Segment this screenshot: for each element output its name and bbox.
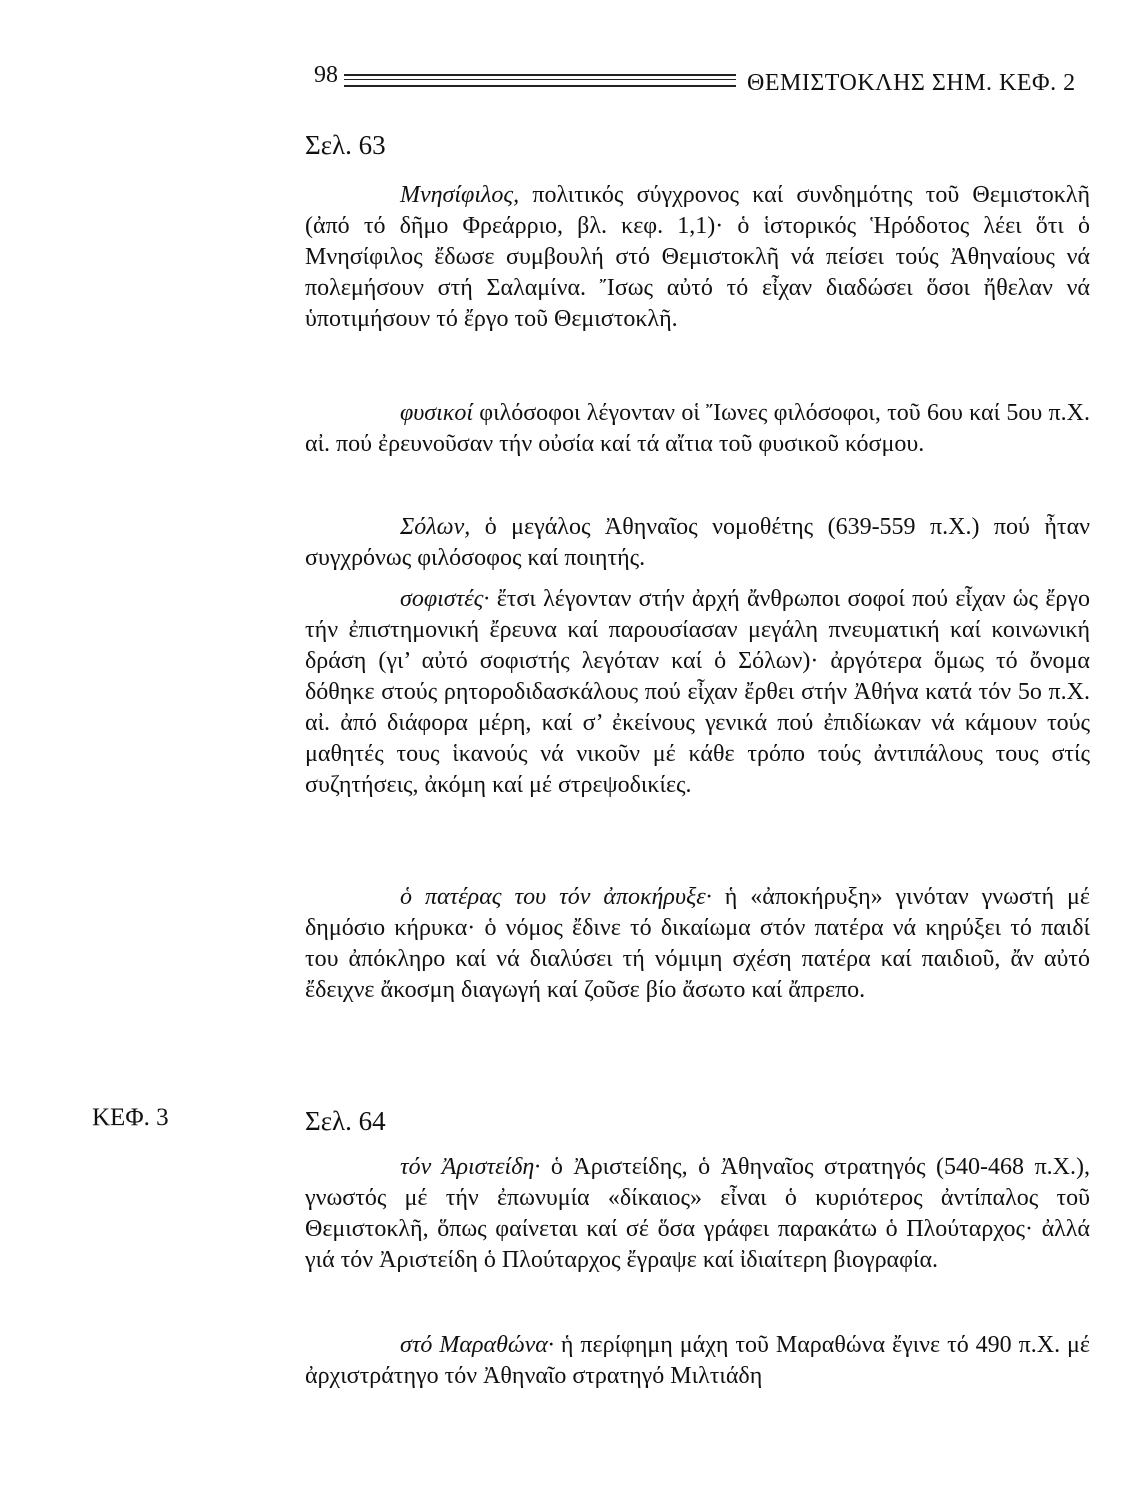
note-term: ὁ πατέρας του τόν ἀποκήρυξε· — [400, 884, 712, 910]
note-term: Μνησίφιλος, — [400, 182, 520, 208]
note-mnesiphilos — [305, 180, 1090, 335]
note-term: φυσικοί — [400, 400, 473, 426]
note-text: ὁ Ἀριστείδης, ὁ Ἀθηναῖος στρατηγός (540-468 π.Χ.), γνωστός μέ τήν ἐπωνυμία «δίκαιος» εἶναι ὁ κυριότερος ἀντίπαλος τοῦ Θεμιστοκλῆ, ὅπως φαίνεται καί σέ ὅσα γράφει παρακάτω ὁ Πλούταρχος· ἀλλά γιά τόν Ἀριστείδη ὁ Πλούταρχος ἔγραψε καί ἰδιαίτερη βιογραφία. — [305, 1154, 1091, 1273]
note-term: σοφιστές· — [400, 586, 490, 612]
note-aristeides — [305, 1152, 1090, 1276]
note-apokeryxe — [305, 882, 1090, 1006]
note-solon — [305, 512, 1090, 574]
running-title: ΘΕΜΙΣΤΟΚΛΗΣ ΣΗΜ. ΚΕΦ. 2 — [747, 70, 1076, 96]
page-header — [300, 62, 1100, 102]
note-text: ἔτσι λέγονταν στήν ἀρχή ἄνθρωποι σοφοί πού εἶχαν ὡς ἔργο τήν ἐπιστημονική ἔρευνα καί παρουσίασαν μεγάλη πνευματική καί κοινωνική δράση (γι’ αὐτό σοφιστής λεγόταν καί ὁ Σόλων)· ἀργότερα ὅμως τό ὄνομα δόθηκε στούς ρητοροδιδασκάλους πού εἶχαν ἔρθει στήν Ἀθήνα κατά τόν 5ο π.Χ. αἰ. ἀπό διάφορα μέρη, καί σ’ ἐκείνους γενικά πού ἐπιδίωκαν νά κάμουν τούς μαθητές τους ἱκανούς νά νικοῦν μέ κάθε τρόπο τούς ἀντιπάλους τους στίς συζητήσεις, ἀκόμη καί μέ στρεψοδικίες. — [305, 586, 1090, 798]
note-physikoi — [305, 398, 1090, 460]
note-term: τόν Ἀριστείδη· — [400, 1154, 541, 1180]
note-text: ἡ «ἀποκήρυξη» γινόταν γνωστή μέ δημόσιο κήρυκα· ὁ νόμος ἔδινε τό δικαίωμα στόν πατέρα νά κηρύξει τό παιδί του ἀπόκληρο καί νά διαλύσει τή νόμιμη σχέση πατέρα καί παιδιοῦ, ἄν αὐτό ἔδειχνε ἄκοσμη διαγωγή καί ζοῦσε βίο ἄσωτο καί ἄπρεπο. — [305, 884, 1090, 1003]
page-number: 98 — [314, 62, 338, 88]
note-sophistes — [305, 584, 1090, 801]
note-text: φιλόσοφοι λέγονταν οἱ Ἴωνες φιλόσοφοι, τοῦ 6ου καί 5ου π.Χ. αἰ. πού ἐρευνοῦσαν τήν οὐσία καί τά αἴτια τοῦ φυσικοῦ κόσμου. — [305, 400, 1090, 457]
note-term: στό Μαραθώνα· — [400, 1332, 554, 1358]
note-marathon — [305, 1330, 1090, 1392]
section-heading-sel-63: Σελ. 63 — [305, 130, 386, 160]
section-heading-sel-64: Σελ. 64 — [305, 1106, 386, 1136]
note-term: Σόλων, — [400, 514, 471, 540]
note-text: ὁ μεγάλος Ἀθηναῖος νομοθέτης (639-559 π.Χ.) πού ἦταν συγχρόνως φιλόσοφος καί ποιητής. — [305, 514, 1090, 571]
header-rule — [344, 74, 736, 87]
note-text: πολιτικός σύγχρονος καί συνδημότης τοῦ Θεμιστοκλῆ (ἀπό τό δῆμο Φρεάρριο, βλ. κεφ. 1,1)· ὁ ἱστορικός Ἡρόδοτος λέει ὅτι ὁ Μνησίφιλος ἔδωσε συμβουλή στό Θεμιστοκλῆ νά πείσει τούς Ἀθηναίους νά πολεμήσουν στή Σαλαμίνα. Ἴσως αὐτό τό εἶχαν διαδώσει ὅσοι ἤθελαν νά ὑποτιμήσουν τό ἔργο τοῦ Θεμιστοκλῆ. — [305, 182, 1090, 332]
note-text: ἡ περίφημη μάχη τοῦ Μαραθώνα ἔγινε τό 490 π.Χ. μέ ἀρχιστράτηγο τόν Ἀθηναῖο στρατηγό Μιλτιάδη — [305, 1332, 1091, 1389]
chapter-label: ΚΕΦ. 3 — [92, 1104, 169, 1131]
